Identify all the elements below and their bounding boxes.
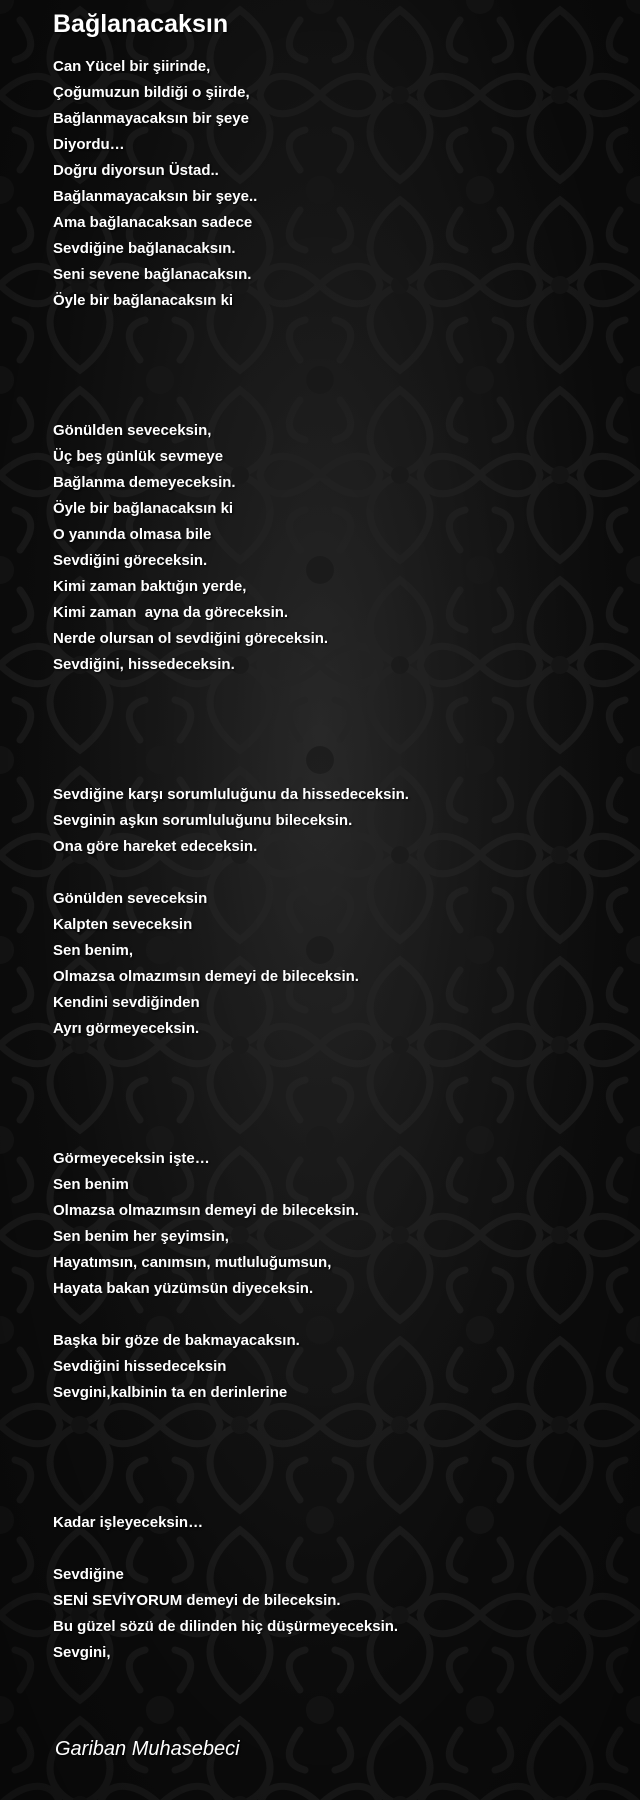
poem-line: Doğru diyorsun Üstad.. xyxy=(53,162,219,179)
poem-line: Can Yücel bir şiirinde, xyxy=(53,58,211,75)
poem-line: Sevdiğine bağlanacaksın. xyxy=(53,240,236,257)
poem-line: Kimi zaman ayna da göreceksin. xyxy=(53,604,289,621)
poem-blank-line xyxy=(53,1302,613,1328)
poem-line: Görmeyeceksin işte… xyxy=(53,1150,210,1167)
poem-line: Kalpten seveceksin xyxy=(53,916,193,933)
poem-line: Gönülden seveceksin, xyxy=(53,422,212,439)
poem-line: Sevdiğini, hissedeceksin. xyxy=(53,656,235,673)
poem-line: Başka bir göze de bakmayacaksın. xyxy=(53,1332,300,1349)
poem-blank-line xyxy=(53,1536,613,1562)
poem-line: Sevdiğine karşı sorumluluğunu da hissedeceksin. xyxy=(53,786,409,803)
poem-body xyxy=(53,54,613,1666)
poem-blank-line xyxy=(53,1068,613,1094)
poem-line: Olmazsa olmazımsın demeyi de bileceksin. xyxy=(53,1202,359,1219)
poem-line: Sen benim her şeyimsin, xyxy=(53,1228,229,1245)
poem-line: Gönülden seveceksin xyxy=(53,890,208,907)
poem-blank-line xyxy=(53,1458,613,1484)
poem-title: Bağlanacaksın xyxy=(53,10,229,38)
poem-blank-line xyxy=(53,704,613,730)
poem-blank-line xyxy=(53,1042,613,1068)
poem-line: Bağlanma demeyeceksin. xyxy=(53,474,236,491)
poem-blank-line xyxy=(53,1406,613,1432)
poem-line: Ayrı görmeyeceksin. xyxy=(53,1020,200,1037)
poem-line: Sevdiğine xyxy=(53,1566,124,1583)
poem-line: Kadar işleyeceksin… xyxy=(53,1514,204,1531)
poem-blank-line xyxy=(53,730,613,756)
poem-blank-line xyxy=(53,314,613,340)
poem-line: Nerde olursan ol sevdiğini göreceksin. xyxy=(53,630,329,647)
poem-author: Gariban Muhasebeci xyxy=(55,1738,240,1760)
poem-blank-line xyxy=(53,1484,613,1510)
poem-line: Sevgini, xyxy=(53,1644,111,1661)
poem-line: O yanında olmasa bile xyxy=(53,526,212,543)
poem-line: Çoğumuzun bildiği o şiirde, xyxy=(53,84,250,101)
poem-line: Hayatımsın, canımsın, mutluluğumsun, xyxy=(53,1254,332,1271)
poem-blank-line xyxy=(53,366,613,392)
poem-line: Sevdiğini hissedeceksin xyxy=(53,1358,227,1375)
poem-line: SENİ SEVİYORUM demeyi de bileceksin. xyxy=(53,1592,341,1609)
poem-line: Hayata bakan yüzümsün diyeceksin. xyxy=(53,1280,314,1297)
poem-line: Ona göre hareket edeceksin. xyxy=(53,838,258,855)
poem-blank-line xyxy=(53,678,613,704)
poem-line: Seni sevene bağlanacaksın. xyxy=(53,266,252,283)
poem-blank-line xyxy=(53,756,613,782)
poem-line: Olmazsa olmazımsın demeyi de bileceksin. xyxy=(53,968,359,985)
poem-line: Diyordu… xyxy=(53,136,125,153)
poem-line: Kendini sevdiğinden xyxy=(53,994,200,1011)
poem-line: Öyle bir bağlanacaksın ki xyxy=(53,500,234,517)
poem-blank-line xyxy=(53,1120,613,1146)
poem-line: Kimi zaman baktığın yerde, xyxy=(53,578,247,595)
poem-line: Ama bağlanacaksan sadece xyxy=(53,214,253,231)
poem-blank-line xyxy=(53,340,613,366)
poem-line: Sevginin aşkın sorumluluğunu bileceksin. xyxy=(53,812,353,829)
poem-line: Üç beş günlük sevmeye xyxy=(53,448,224,465)
poem-line: Sevgini,kalbinin ta en derinlerine xyxy=(53,1384,288,1401)
poem-blank-line xyxy=(53,860,613,886)
poem-line: Bağlanmayacaksın bir şeye xyxy=(53,110,249,127)
poem-line: Sevdiğini göreceksin. xyxy=(53,552,208,569)
poem-blank-line xyxy=(53,392,613,418)
poem-line: Sen benim xyxy=(53,1176,129,1193)
poem-blank-line xyxy=(53,1094,613,1120)
poem-line: Bu güzel sözü de dilinden hiç düşürmeyeceksin. xyxy=(53,1618,399,1635)
poem-line: Sen benim, xyxy=(53,942,134,959)
poem-line: Öyle bir bağlanacaksın ki xyxy=(53,292,234,309)
poem-line: Bağlanmayacaksın bir şeye.. xyxy=(53,188,258,205)
poem-blank-line xyxy=(53,1432,613,1458)
